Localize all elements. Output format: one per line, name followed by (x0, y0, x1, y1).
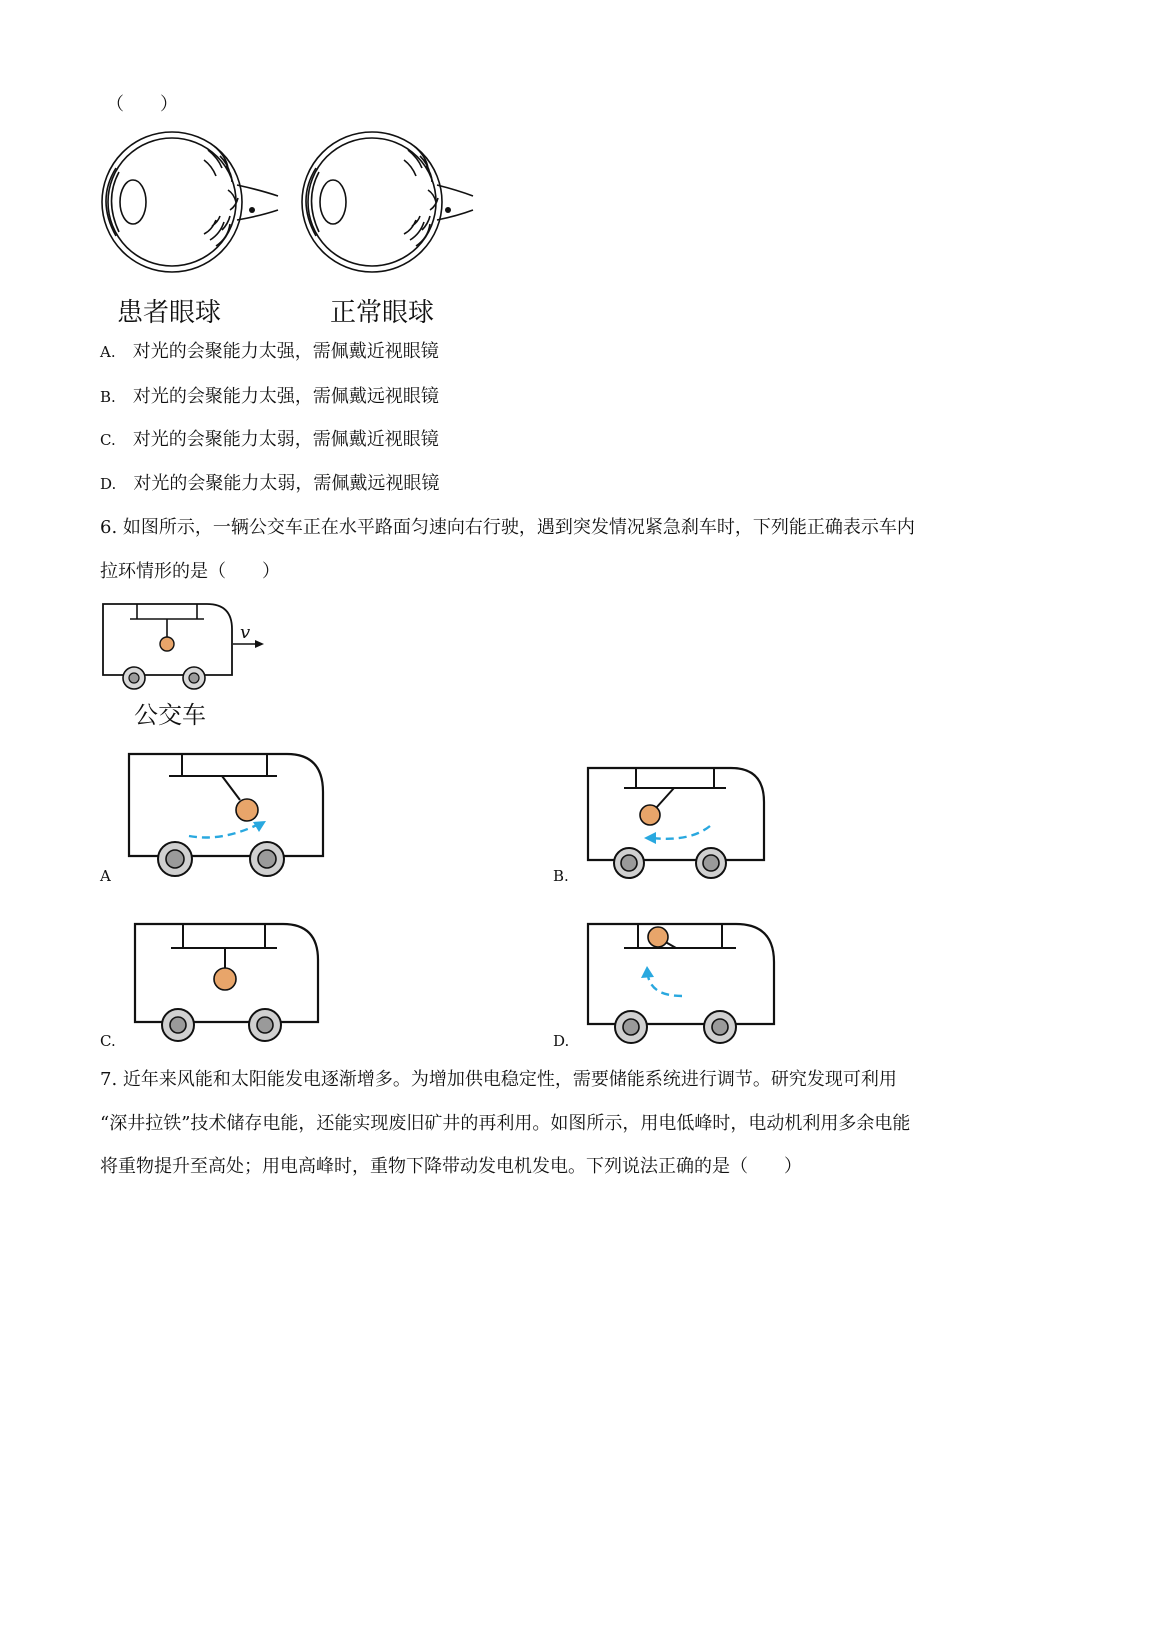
option-text: 对光的会聚能力太弱，需佩戴近视眼镜 (132, 429, 439, 450)
q6-stem-line1: 6. 如图所示，一辆公交车正在水平路面匀速向右行驶，遇到突发情况紧急刹车时，下列能正确表示车内 (100, 517, 915, 538)
q6-option-d-label: D. (553, 1032, 570, 1050)
option-text: 对光的会聚能力太强，需佩戴远视眼镜 (132, 386, 439, 407)
q5-option-c (100, 430, 439, 449)
bus-caption: 公交车 (134, 701, 206, 729)
q6-option-a-figure[interactable] (127, 752, 327, 880)
option-text: 对光的会聚能力太强，需佩戴近视眼镜 (132, 341, 439, 362)
q5-option-b (100, 387, 439, 406)
velocity-label: v (240, 622, 251, 643)
reference-bus-figure (102, 603, 272, 693)
answer-bracket: （ ） (106, 94, 178, 115)
q7-stem-line3: 将重物提升至高处；用电高峰时，重物下降带动发电机发电。下列说法正确的是（ ） (100, 1156, 802, 1177)
q5-option-d (100, 474, 439, 493)
normal-eye-figure (295, 130, 485, 275)
option-text: 对光的会聚能力太弱，需佩戴远视眼镜 (133, 473, 440, 494)
q7-stem-line2: “深井拉铁”技术储存电能，还能实现废旧矿井的再利用。如图所示，用电低峰时，电动机利用多余电能 (100, 1113, 911, 1134)
q6-stem-line2: 拉环情形的是（ ） (100, 561, 280, 582)
q6-option-a-label: A (100, 867, 111, 885)
patient-eye-figure (100, 130, 290, 275)
option-letter: C. (100, 431, 116, 449)
q6-option-b-label: B. (553, 867, 569, 885)
q5-option-a (100, 342, 439, 361)
q6-option-c-figure[interactable] (133, 922, 323, 1044)
caption-patient-eye: 患者眼球 (117, 298, 222, 328)
option-letter: B. (100, 388, 116, 406)
caption-normal-eye: 正常眼球 (330, 298, 435, 328)
q6-option-d-figure[interactable] (586, 922, 778, 1046)
q7-stem-line1: 7. 近年来风能和太阳能发电逐渐增多。为增加供电稳定性，需要储能系统进行调节。研究发现可利用 (100, 1069, 897, 1090)
q6-option-c-label: C. (100, 1032, 116, 1050)
option-letter: D. (100, 475, 117, 493)
option-letter: A. (100, 343, 116, 361)
q6-option-b-figure[interactable] (586, 766, 768, 880)
